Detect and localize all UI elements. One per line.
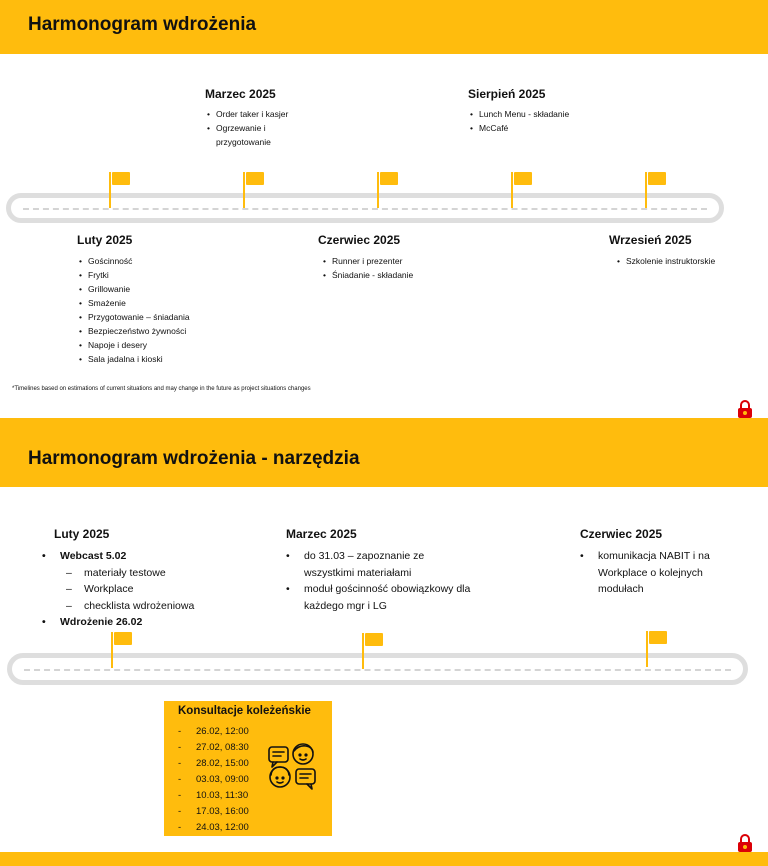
lock-icon (737, 400, 753, 418)
slide2-bottom-band (0, 852, 768, 866)
timeline-dash (23, 208, 707, 210)
milestone-title: Marzec 2025 (205, 87, 276, 101)
column-list (42, 548, 242, 631)
milestone-list (321, 254, 471, 282)
list-item: • Smażenie (77, 296, 227, 310)
consultation-title: Konsultacje koleżeńskie (178, 705, 311, 717)
list-item: - 28.02, 15:00 (178, 756, 249, 772)
milestone-title: Luty 2025 (77, 233, 133, 247)
list-item: - 27.02, 08:30 (178, 740, 249, 756)
milestone-list (615, 254, 765, 268)
column-list (286, 548, 476, 614)
column-title: Marzec 2025 (286, 527, 357, 541)
milestone-list (77, 254, 227, 366)
list-item: • Ogrzewanie i przygotowanie (205, 121, 296, 149)
list-item: - 03.03, 09:00 (178, 772, 249, 788)
chat-people-icon (266, 740, 318, 790)
list-item: - 17.03, 16:00 (178, 804, 249, 820)
list-item: • komunikacja NABIT i na Workplace o kolejnych modułach (580, 548, 710, 598)
milestone-list (205, 107, 325, 149)
milestone-list (468, 107, 618, 135)
column-title: Luty 2025 (54, 527, 110, 541)
list-item: • Wdrożenie 26.02 (42, 614, 242, 631)
list-item: - 10.03, 11:30 (178, 788, 249, 804)
list-item: - 26.02, 12:00 (178, 724, 249, 740)
timeline-track (7, 653, 748, 685)
list-item: • Frytki (77, 268, 227, 282)
footnote: *Timelines based on estimations of current situations and may change in the future as project situations changes (12, 386, 311, 392)
timeline-track (6, 193, 724, 223)
column-title: Czerwiec 2025 (580, 527, 663, 541)
list-item: • Order taker i kasjer (205, 107, 325, 121)
list-item: • Szkolenie instruktorskie (615, 254, 765, 268)
list-item: • Przygotowanie – śniadania (77, 310, 227, 324)
slide1-bottom-band (0, 418, 768, 432)
list-item: • McCafé (468, 121, 618, 135)
list-item: - 24.03, 12:00 (178, 820, 249, 836)
lock-icon (737, 834, 753, 852)
list-item: • Runner i prezenter (321, 254, 471, 268)
slide1-title: Harmonogram wdrożenia (28, 14, 257, 35)
milestone-title: Wrzesień 2025 (609, 233, 692, 247)
list-item: • do 31.03 – zapoznanie ze wszystkimi materiałami (286, 548, 444, 581)
list-item: • Śniadanie - składanie (321, 268, 471, 282)
slide2-title: Harmonogram wdrożenia - narzędzia (28, 448, 360, 469)
list-item: • Napoje i desery (77, 338, 227, 352)
list-item: • moduł gościnność obowiązkowy dla każdego mgr i LG (286, 581, 476, 614)
list-item: – materiały testowe (42, 565, 242, 582)
list-item: • Grillowanie (77, 282, 227, 296)
list-item: • Sala jadalna i kioski (77, 352, 227, 366)
consultation-box (164, 701, 332, 836)
milestone-title: Sierpień 2025 (468, 87, 546, 101)
list-item: • Gościnność (77, 254, 227, 268)
consultation-dates (178, 724, 249, 836)
timeline-dash (24, 669, 731, 671)
list-item: – Workplace (42, 581, 242, 598)
list-item: • Webcast 5.02 (42, 548, 242, 565)
list-item: • Lunch Menu - składanie (468, 107, 618, 121)
list-item: – checklista wdrożeniowa (42, 598, 242, 615)
column-list (580, 548, 720, 598)
milestone-title: Czerwiec 2025 (318, 233, 401, 247)
list-item: • Bezpieczeństwo żywności (77, 324, 227, 338)
